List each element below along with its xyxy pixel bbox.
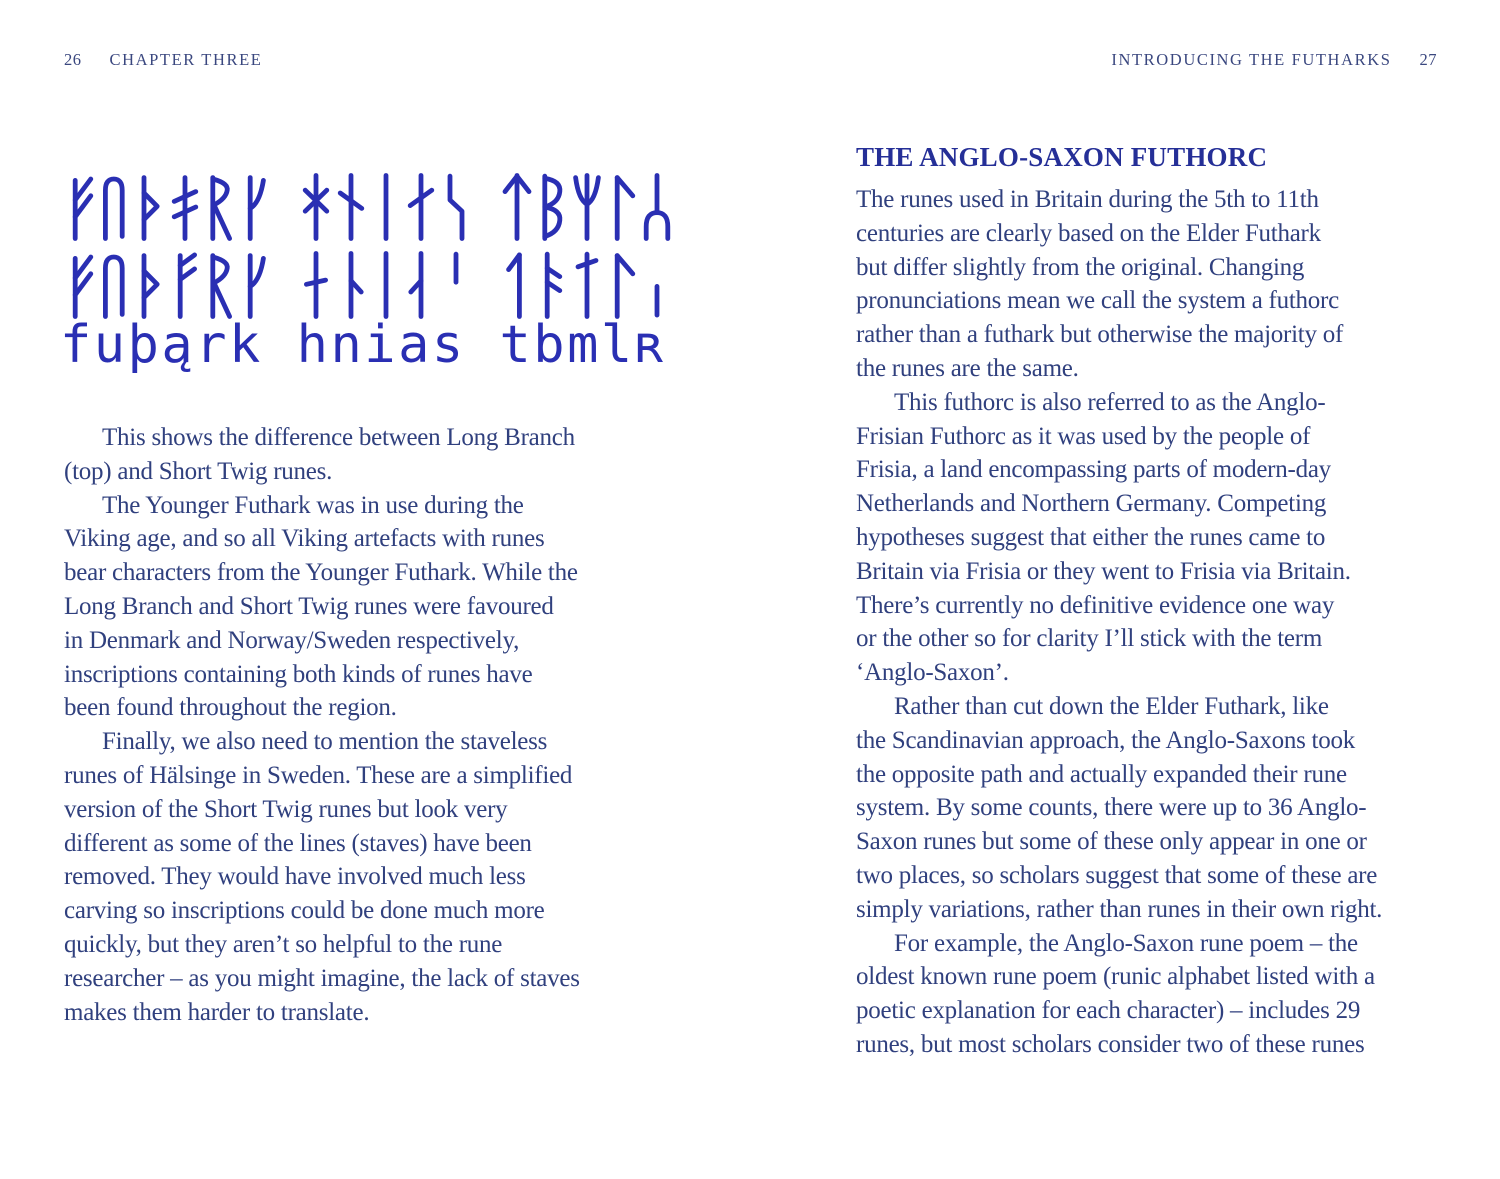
text-line: bear characters from the Younger Futhark. While the <box>64 559 578 587</box>
text-line: or the other so for clarity I’ll stick with the term <box>856 625 1323 653</box>
text-line: carving so inscriptions could be done much more <box>64 897 545 925</box>
text-line: the opposite path and actually expanded their rune <box>856 760 1347 788</box>
page-number-right: 27 <box>1419 50 1437 69</box>
running-head-left <box>64 50 262 70</box>
text-line: system. By some counts, there were up to 36 Anglo- <box>856 794 1367 822</box>
text-line: ‘Anglo-Saxon’. <box>856 659 1009 687</box>
text-line: Long Branch and Short Twig runes were favoured <box>64 592 554 620</box>
text-line: This shows the difference between Long Branch <box>102 424 575 451</box>
text-line: two places, so scholars suggest that some of these are <box>856 861 1378 889</box>
text-line: Britain via Frisia or they went to Frisia via Britain. <box>856 557 1351 585</box>
running-head-right <box>1111 50 1437 70</box>
section-heading: THE ANGLO-SAXON FUTHORC <box>856 142 1268 172</box>
text-line: Saxon runes but some of these only appear in one or <box>856 828 1367 856</box>
text-line: Rather than cut down the Elder Futhark, like <box>894 692 1329 720</box>
text-line: inscriptions containing both kinds of runes have <box>64 660 533 688</box>
text-line: different as some of the lines (staves) have been <box>64 829 532 857</box>
text-line: but differ slightly from the original. Changing <box>856 253 1305 281</box>
text-line: Viking age, and so all Viking artefacts with runes <box>64 525 545 553</box>
text-line: been found throughout the region. <box>64 694 397 722</box>
text-line: pronunciations mean we call the system a futhorc <box>856 287 1339 315</box>
text-line: Finally, we also need to mention the staveless <box>102 728 548 756</box>
transliteration-line: fuþąrk hnias tbmlʀ <box>60 315 669 375</box>
text-line: rather than a futhark but otherwise the majority of <box>856 321 1344 349</box>
text-line: (top) and Short Twig runes. <box>64 457 333 485</box>
right-page-body <box>856 183 1456 1062</box>
left-page-body <box>64 421 684 1029</box>
text-line: centuries are clearly based on the Elder Futhark <box>856 219 1321 247</box>
text-line: makes them harder to translate. <box>64 998 370 1026</box>
text-line: The runes used in Britain during the 5th to 11th <box>856 186 1319 213</box>
text-line: There’s currently no definitive evidence one way <box>856 591 1335 619</box>
chapter-title: CHAPTER THREE <box>109 50 263 69</box>
text-line: quickly, but they aren’t so helpful to the rune <box>64 930 503 958</box>
text-line: the runes are the same. <box>856 354 1079 382</box>
text-line: researcher – as you might imagine, the lack of staves <box>64 964 580 992</box>
text-line: poetic explanation for each character) – includes 29 <box>856 997 1361 1025</box>
section-title: INTRODUCING THE FUTHARKS <box>1111 50 1392 69</box>
text-line: Netherlands and Northern Germany. Competing <box>856 490 1327 518</box>
text-line: removed. They would have involved much less <box>64 863 526 891</box>
rune-row-long-branch <box>62 171 702 243</box>
text-line: hypotheses suggest that either the runes came to <box>856 523 1326 551</box>
text-line: Frisian Futhorc as it was used by the people of <box>856 422 1311 450</box>
text-line: the Scandinavian approach, the Anglo-Saxons took <box>856 726 1355 754</box>
text-line: version of the Short Twig runes but look very <box>64 795 508 823</box>
text-line: Frisia, a land encompassing parts of modern-day <box>856 456 1331 484</box>
text-line: oldest known rune poem (runic alphabet listed with a <box>856 963 1375 991</box>
page-number-left: 26 <box>64 50 82 69</box>
text-line: runes, but most scholars consider two of these runes <box>856 1030 1365 1058</box>
text-line: This futhorc is also referred to as the Anglo- <box>894 388 1326 416</box>
text-line: in Denmark and Norway/Sweden respectively, <box>64 626 520 654</box>
text-line: The Younger Futhark was in use during the <box>102 491 524 519</box>
text-line: runes of Hälsinge in Sweden. These are a simplified <box>64 761 573 789</box>
text-line: For example, the Anglo-Saxon rune poem – the <box>894 929 1358 957</box>
text-line: simply variations, rather than runes in their own right. <box>856 895 1383 923</box>
rune-row-short-twig <box>62 249 702 321</box>
